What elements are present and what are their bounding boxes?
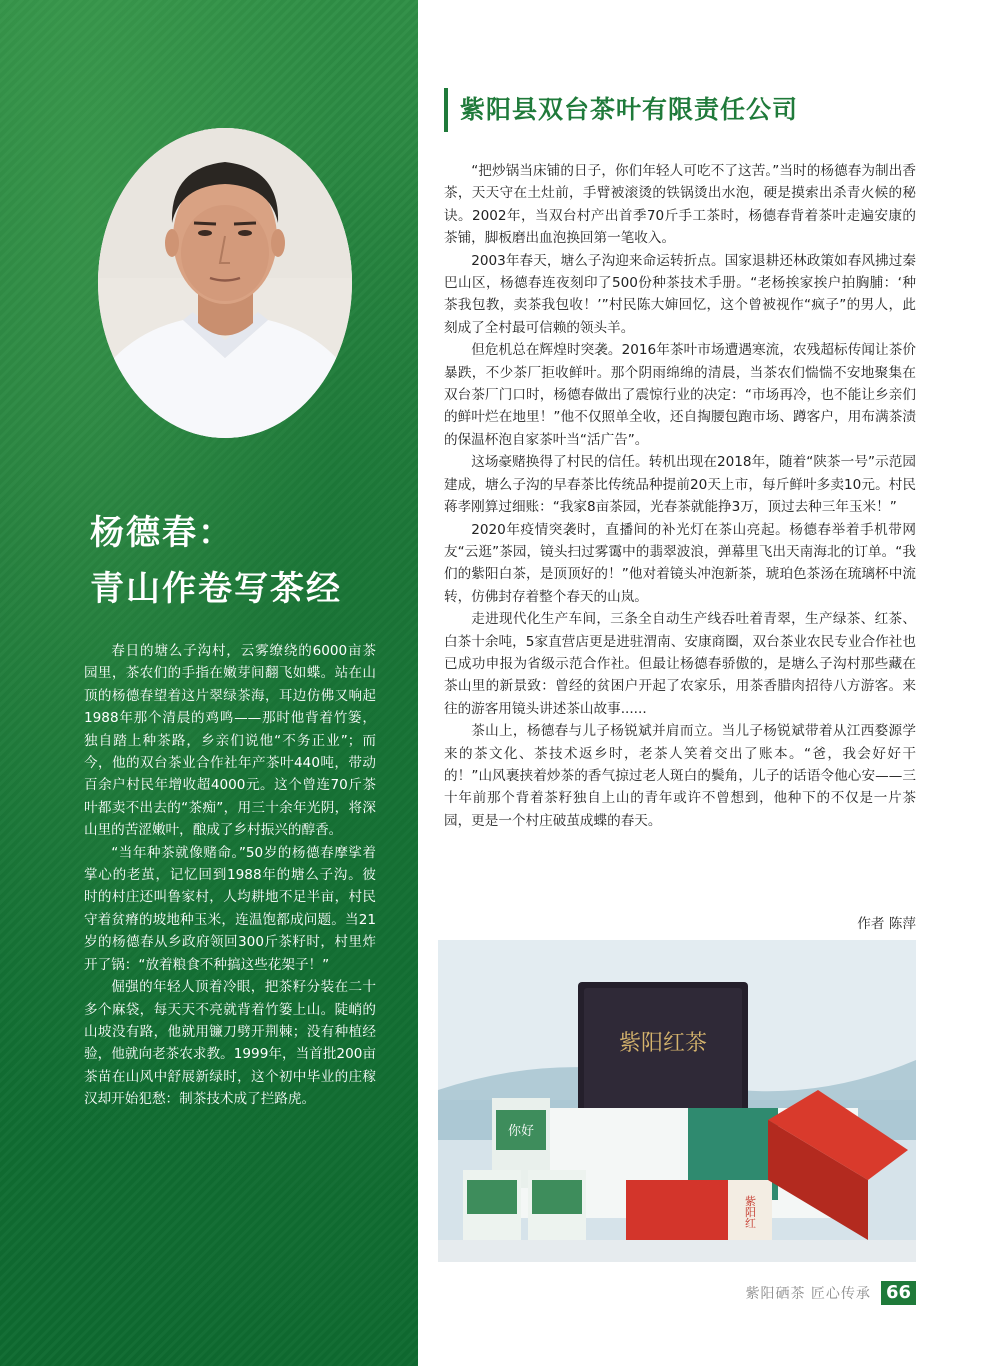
left-green-panel [0, 0, 418, 1366]
product-tin-label: 你好 [507, 1124, 535, 1139]
left-paragraph: 春日的塘么子沟村，云雾缭绕的6000亩茶园里，茶农们的手指在嫩芽间翻飞如蝶。站在山顶的杨德春望着这片翠绿茶海，耳边仿佛又响起1988年那个清晨的鸡鸣——那时他背着竹篓，独自踏上种茶路，乡亲们说他“不务正业”；而今，他的双台茶业合作社年产茶叶440吨，带动百余户村民年增收超4000元。这个曾连70斤茶叶都卖不出去的“茶痴”，用三十余年光阴，将深山里的苦涩嫩叶，酿成了乡村振兴的醇香。 [84, 643, 376, 839]
page-footer [745, 1280, 916, 1306]
left-column-text [84, 640, 376, 1111]
author-byline: 作者 陈萍 [857, 916, 916, 932]
product-red-box-label: 紫阳红 [743, 1195, 757, 1229]
right-column-text [444, 160, 916, 832]
portrait-photo [98, 128, 352, 438]
tea-product-photo [438, 940, 916, 1262]
footer-slogan: 紫阳硒茶 匠心传承 [745, 1286, 871, 1302]
right-paragraph: 这场豪赌换得了村民的信任。转机出现在2018年，随着“陕茶一号”示范园建成，塘么子沟的早春茶比传统品种提前20天上市，每斤鲜叶多卖10元。村民蒋孝刚算过细账：“我家8亩茶园，光春茶就能挣3万，顶过去种三年玉米！” [444, 454, 916, 516]
right-paragraph: 走进现代化生产车间，三条全自动生产线吞吐着青翠，生产绿茶、红茶、白茶十余吨，5家直营店更是进驻渭南、安康商圈，双台茶业农民专业合作社也已成功申报为省级示范合作社。但最让杨德春骄傲的，是塘么子沟村那些藏在茶山里的新景致：曾经的贫困户开起了农家乐，用茶香腊肉招待八方游客。来往的游客用镜头讲述茶山故事...... [444, 611, 916, 717]
article-headline [90, 505, 410, 617]
right-paragraph: 但危机总在辉煌时突袭。2016年茶叶市场遭遇寒流，农残超标传闻让茶价暴跌，不少茶厂拒收鲜叶。那个阴雨绵绵的清晨，当茶农们惴惴不安地聚集在双台茶厂门口时，杨德春做出了震惊行业的决定：“市场再冷，也不能让乡亲们的鲜叶烂在地里！”他不仅照单全收，还自掏腰包跑市场、蹲客户，用布满茶渍的保温杯泡自家茶叶当“活广告”。 [444, 342, 916, 448]
headline-line-1: 杨德春： [90, 513, 234, 553]
left-paragraph: “当年种茶就像赌命。”50岁的杨德春摩挲着掌心的老茧，记忆回到1988年的塘么子沟。彼时的村庄还叫鲁家村，人均耕地不足半亩，村民守着贫瘠的坡地种玉米，连温饱都成问题。当21岁的杨德春从乡政府领回300斤茶籽时，村里炸开了锅：“放着粮食不种搞这些花架子！” [84, 844, 376, 973]
product-box-label: 紫阳红茶 [618, 1031, 708, 1056]
right-paragraph: 茶山上，杨德春与儿子杨锐斌并肩而立。当儿子杨锐斌带着从江西婺源学来的茶文化、茶技术返乡时，老茶人笑着交出了账本。“爸，我会好好干的！”山风裹挟着炒茶的香气掠过老人斑白的鬓角，儿子的话语令他心安——三十年前那个背着茶籽独自上山的青年或许不曾想到，他种下的不仅是一片茶园，更是一个村庄破茧成蝶的春天。 [444, 723, 916, 829]
right-paragraph: 2003年春天，塘么子沟迎来命运转折点。国家退耕还林政策如春风拂过秦巴山区，杨德春连夜刻印了500份种茶技术手册。“老杨挨家挨户拍胸脯：‘种茶我包教，卖茶我包收！’”村民陈大婶回忆，这个曾被视作“疯子”的男人，此刻成了全村最可信赖的领头羊。 [444, 252, 916, 336]
page-number-badge: 66 [881, 1281, 916, 1305]
right-paragraph: 2020年疫情突袭时，直播间的补光灯在茶山亮起。杨德春举着手机带网友“云逛”茶园，镜头扫过雾霭中的翡翠波浪，弹幕里飞出天南海北的订单。“我们的紫阳白茶，是顶顶好的！”他对着镜头冲泡新茶，琥珀色茶汤在琉璃杯中流转，仿佛封存着整个春天的山岚。 [444, 521, 916, 605]
headline-line-2: 青山作卷写茶经 [90, 569, 342, 609]
left-paragraph: 倔强的年轻人顶着冷眼，把茶籽分装在二十多个麻袋，每天天不亮就背着竹篓上山。陡峭的山坡没有路，他就用镰刀劈开荆棘；没有种植经验，他就向老茶农求教。1999年，当首批200亩茶苗在山风中舒展新绿时，这个初中毕业的庄稼汉却开始犯愁：制茶技术成了拦路虎。 [84, 979, 376, 1108]
company-title: 紫阳县双台茶叶有限责任公司 [444, 88, 798, 132]
right-paragraph: “把炒锅当床铺的日子，你们年轻人可吃不了这苦。”当时的杨德春为制出香茶，天天守在土灶前，手臂被滚烫的铁锅烫出水泡，硬是摸索出杀青火候的秘诀。2002年，当双台村产出首季70斤手工茶时，杨德春背着茶叶走遍安康的茶铺，脚板磨出血泡换回第一笔收入。 [444, 163, 916, 247]
